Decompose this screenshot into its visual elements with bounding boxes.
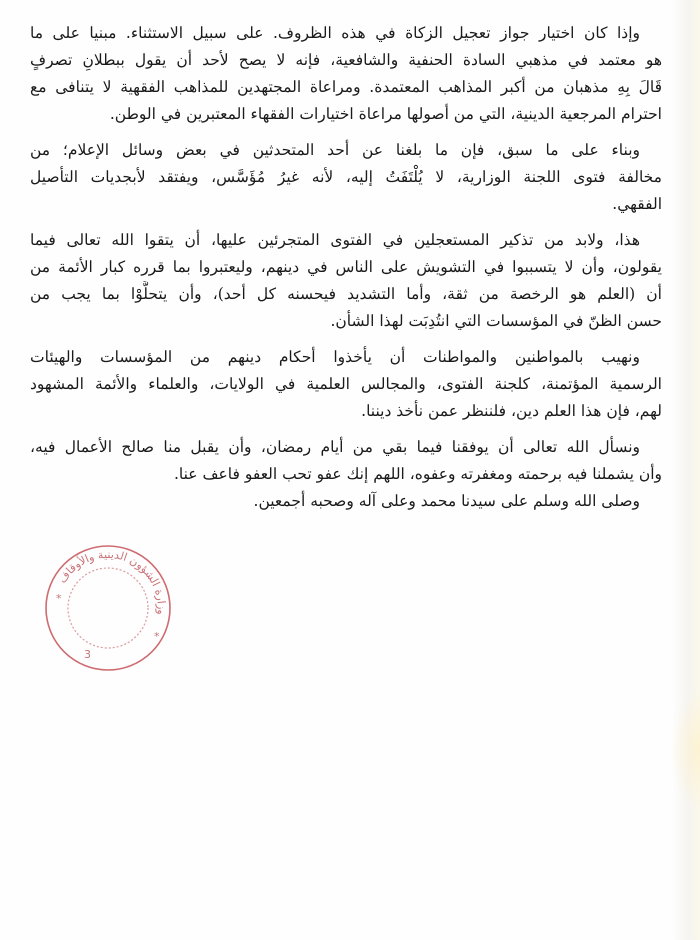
text-line: احترام المرجعية الدينية، التي من أصولها مراعاة اختيارات الفقهاء المعتبرين في الوطن. [109, 105, 662, 123]
text-line: وإذا كان اختيار جواز تعجيل الزكاة في هذه الظروف. على سبيل الاستثناء. مبنيا على ما [30, 24, 640, 42]
text-line: أن (العلم هو الرخصة من ثقة، وأما التشديد فيحسنه كل أحد)، وأن يتحلَّوْا بما يجب من [30, 285, 662, 303]
stamp-inner-ring [68, 568, 148, 648]
stamp-text: وزارة الشؤون الدينية والأوقاف [55, 547, 169, 616]
text-line: الرسمية المؤتمنة، كلجنة الفتوى، والمجالس العلمية في الولايات، والعلماء والأئمة المشهود [30, 375, 662, 393]
text-line: لهم، فإن هذا العلم دين، فلننظر عمن نأخذ ديننا. [361, 402, 662, 420]
stamp-number: 3 [84, 648, 91, 661]
page-edge-tint [670, 690, 700, 810]
text-line: وبناء على ما سبق، فإن ما بلغنا عن أحد المتحدثين في بعض وسائل الإعلام؛ من [30, 141, 640, 159]
text-line: ونهيب بالمواطنين والمواطنات أن يأخذوا أحكام دينهم من المؤسسات والهيئات [30, 348, 640, 366]
stamp-star-left: * [56, 592, 62, 605]
official-stamp [42, 542, 174, 674]
document-body [30, 20, 662, 515]
text-line: حسن الظنّ في المؤسسات التي انتُدِبَت لهذا الشأن. [330, 312, 662, 330]
text-line: مخالفة فتوى اللجنة الوزارية، لا يُلْتَفَتُ إليه، لأنه غيرُ مُؤَسَّس، ويفتقد لأبجديات التأصيل [30, 168, 662, 186]
text-line: ونسأل الله تعالى أن يوفقنا فيما بقي من أيام رمضان، وأن يقبل منا صالح الأعمال فيه، [30, 438, 640, 456]
text-line: هذا، ولابد من تذكير المستعجلين في الفتوى المتجرئين عليها، أن يتقوا الله تعالى فيما [30, 231, 640, 249]
stamp-seal [42, 542, 174, 674]
text-line: يقولون، وأن لا يتسببوا في التشويش على الناس في دينهم، وليعتبروا بما قرره كبار الأئمة من [30, 258, 662, 276]
text-line: الفقهي. [612, 195, 662, 213]
stamp-outer-ring [46, 546, 170, 670]
text-line: قَالَ بِهِ مذهبان من أكبر المذاهب المعتمدة. ومراعاة المجتهدين للمذاهب الفقهية لا يتنافى مع [30, 78, 662, 96]
text-line: وأن يشملنا فيه برحمته ومغفرته وعفوه، اللهم إنك عفو تحب العفو فاعف عنا. [173, 465, 662, 483]
stamp-star-right: * [154, 630, 160, 643]
text-line: هو معتمد في مذهبي السادة الحنفية والشافعية، فإنه لا يصح لأحد أن يقول ببطلانِ تصرفٍ [30, 51, 662, 69]
closing-line: وصلى الله وسلم على سيدنا محمد وعلى آله وصحبه أجمعين. [253, 492, 640, 510]
